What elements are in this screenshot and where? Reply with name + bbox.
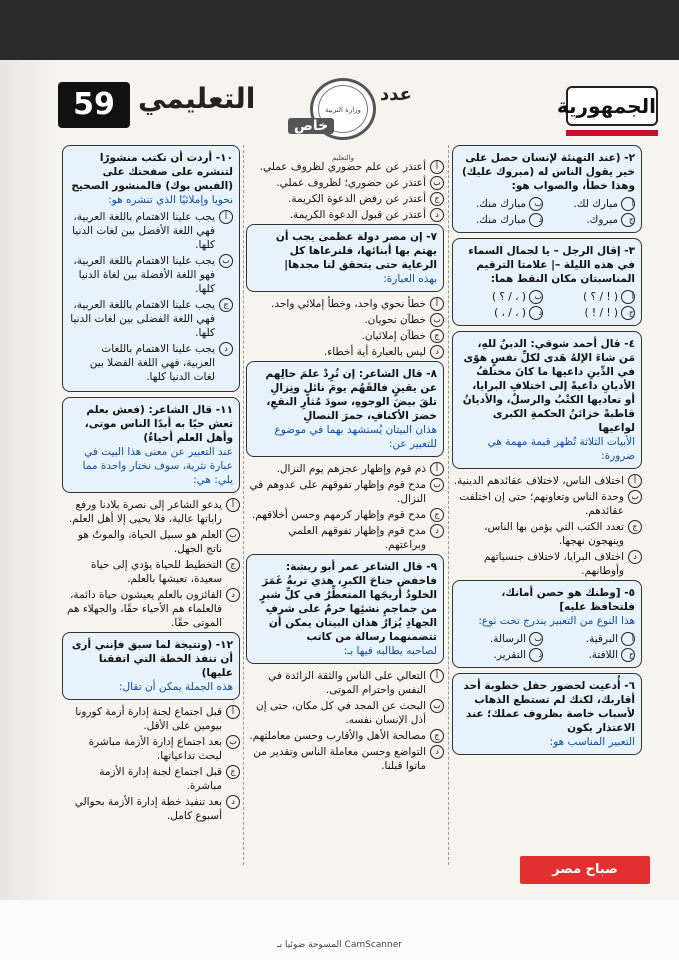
option-number-icon: د: [430, 208, 444, 222]
question-box: [452, 580, 642, 668]
option-number-icon: ب: [430, 313, 444, 327]
answer-option[interactable]: [62, 765, 240, 793]
option-text: يدعو الشاعر إلى نصرة بلادنا ورفع راياتها عالية، فلا يحيى إلا أهل العلم.: [68, 499, 222, 525]
option-text: التقرير.: [493, 649, 526, 661]
answer-options: [459, 290, 635, 320]
option-text: قبل اجتماع لجنة إدارة أزمة كورونا بيومين على الأقل.: [75, 706, 222, 732]
answer-options: [459, 632, 635, 662]
answer-option[interactable]: [62, 705, 240, 733]
answer-option[interactable]: [551, 632, 635, 646]
option-text: خطآن إملائيان.: [361, 330, 426, 342]
option-number-icon: ب: [219, 254, 233, 268]
footer-brand-logo: صباح مصر: [520, 856, 650, 884]
answer-options: [459, 197, 635, 227]
question-text: ٤- قال أحمد شوقي: الدينُ للهِ، مَن شاءَ الإلهُ هَدى لكلِّ نفسٍ هوًى في الدِّينِ داعيها ما كانَ مختلفُ الأديانِ داعيةً إلى اختلافِ البرايا، أو تعاديها الكتْبُ والرسلُ، والأديانُ قاطبةً خزائنُ الحكمةِ الكبرى لواعيها: [462, 338, 635, 434]
option-text: اختلاف الناس، لاختلاف عقائدهم الدينية.: [453, 475, 624, 487]
option-number-icon: ج: [628, 520, 642, 534]
option-number-icon: ج: [430, 329, 444, 343]
option-text: مصالحة الأهل والأقارب وحسن معاملتهم.: [249, 730, 426, 742]
column-left: [62, 145, 240, 865]
answer-options: [246, 462, 444, 552]
option-number-icon: أ: [430, 160, 444, 174]
option-number-icon: ج: [621, 648, 635, 662]
page-header: [58, 78, 658, 162]
answer-option[interactable]: [246, 669, 444, 697]
answer-option[interactable]: [62, 795, 240, 823]
question-text: ١١- قال الشاعر: (فعش بعلم تعش حيًا به أبدًا الناس موتى، وأهل العلم أحياءُ): [84, 404, 233, 444]
answer-option[interactable]: [246, 313, 444, 327]
option-text: اختلاف البرايا، لاختلاف جنسياتهم وأوطانهم.: [483, 551, 624, 577]
answer-option[interactable]: [551, 197, 635, 211]
answer-option[interactable]: [452, 474, 642, 488]
option-number-icon: د: [628, 550, 642, 564]
logo-accent-bar: [566, 130, 658, 136]
answer-option[interactable]: [62, 588, 240, 630]
answer-option[interactable]: [551, 306, 635, 320]
option-number-icon: ج: [430, 508, 444, 522]
option-number-icon: ج: [430, 192, 444, 206]
answer-options: [69, 210, 233, 384]
option-number-icon: أ: [621, 197, 635, 211]
option-number-icon: ب: [529, 197, 543, 211]
answer-option[interactable]: [452, 490, 642, 518]
answer-option[interactable]: [69, 210, 233, 252]
scanner-label: المسوحة ضوئيا بـ CamScanner: [277, 940, 402, 950]
column-divider: [243, 145, 244, 865]
option-text: العلم هو سبيل الحياة، والموتُ هو ناتج الجهل.: [77, 529, 222, 555]
question-text: ٨- قال الشاعر: إن تُرِدْ علمَ حالِهم عن يقينٍ فالقَهُم يومَ نائلٍ ونِزالِ تلقَ بيضَ الوجوهِ، سودَ مُثارِ النقعِ، خضرَ الأكنافِ، حمرَ النصالِ: [265, 368, 437, 422]
question-text: ١٠- أردت أن تكتب منشورًا لتنشره على صفحتك على (الفيس بوك) فالمنشور الصحيح: [71, 152, 233, 192]
question-box: [452, 331, 642, 469]
answer-option[interactable]: [246, 176, 444, 190]
question-prompt: هذا النوع من التعبير يندرج تحت نوع:: [478, 615, 635, 627]
option-number-icon: أ: [226, 705, 240, 719]
answer-options: [62, 498, 240, 630]
option-number-icon: د: [430, 524, 444, 538]
option-text: الفائزون بالعلم يعيشون حياة دائمة، فالعلماء هم الأحياء حقًا، والجهلاء هم الموتى حقًا.: [66, 589, 222, 629]
option-text: ( ! / ؟ ): [583, 291, 618, 303]
option-number-icon: د: [529, 306, 543, 320]
question-prompt: عند التعبير عن معنى هذا البيت في عبارة نثرية، سوف نختار واحدة مما يلي: هي:: [82, 446, 233, 486]
question-text: ٥- [وطنك هو حصن أمانك، فلتحافظ عليه]: [501, 587, 635, 613]
option-text: يجب علينا الاهتمام باللغة العربية، فهي اللغة الأفضل بين لغات الدنيا كلها.: [72, 211, 215, 251]
answer-option[interactable]: [246, 478, 444, 506]
option-text: مبارك لك.: [573, 198, 618, 210]
option-number-icon: ج: [430, 729, 444, 743]
answer-option[interactable]: [246, 729, 444, 743]
column-right: [452, 145, 642, 865]
question-text: ٧- إن مصر دولة عظمى يجب أن يهتم بها أبنائها، فلنرعاها كل الرعاية حتى يتحقق لنا مجدها|: [275, 231, 437, 271]
option-text: التعالي على الناس والثقة الزائدة في النفس واحترام الموتى.: [268, 670, 426, 696]
option-text: ( ، / ، ): [494, 307, 526, 319]
question-prompt: هذان البيتان يُستشهد بهما في موضوع للتعبير عن:: [274, 424, 437, 450]
scanner-bar: [0, 900, 679, 960]
option-number-icon: أ: [430, 297, 444, 311]
answer-options: [452, 474, 642, 578]
option-number-icon: د: [430, 345, 444, 359]
option-text: الرسالة.: [489, 633, 526, 645]
option-number-icon: د: [430, 745, 444, 759]
option-number-icon: ب: [529, 290, 543, 304]
issue-label: عدد: [380, 84, 412, 105]
issue-number: 59: [58, 82, 130, 128]
answer-option[interactable]: [246, 745, 444, 773]
question-box: [246, 224, 444, 292]
answer-option[interactable]: [69, 342, 233, 384]
option-text: مدح قوم وإظهار تفوقهم العلمي وبراعتهم.: [288, 525, 426, 551]
option-number-icon: أ: [430, 669, 444, 683]
option-text: خطأ نحوي واحد، وخطأ إملائي واحد.: [271, 298, 426, 310]
option-text: البحث عن المجد في كل مكان، حتى إن أذل الإنسان نفسه.: [256, 700, 426, 726]
question-box: [452, 238, 642, 326]
answer-option[interactable]: [246, 160, 444, 174]
option-number-icon: ج: [621, 306, 635, 320]
option-text: بعد تنفيذ خطة إدارة الأزمة بحوالي أسبوع كامل.: [74, 796, 222, 822]
answer-option[interactable]: [246, 208, 444, 222]
option-number-icon: ب: [430, 478, 444, 492]
answer-option[interactable]: [459, 290, 543, 304]
answer-option[interactable]: [246, 345, 444, 359]
option-text: يجب علينا الاهتمام باللغات العربية، فهي اللغة الفضلا بين لغات الدنيا كلها.: [89, 343, 215, 383]
answer-option[interactable]: [459, 632, 543, 646]
answer-option[interactable]: [62, 498, 240, 526]
answer-option[interactable]: [459, 197, 543, 211]
option-text: خطآن نحويان.: [364, 314, 426, 326]
page-spine: [0, 60, 58, 900]
option-text: أعتذر عن قبول الدعوة الكريمة.: [289, 209, 426, 221]
answer-option[interactable]: [246, 192, 444, 206]
option-text: مبروك.: [586, 214, 618, 226]
option-number-icon: ب: [226, 528, 240, 542]
option-text: ( ! / ! ): [584, 307, 618, 319]
option-text: ذم قوم وإظهار عجزهم يوم النزال.: [276, 463, 426, 475]
option-number-icon: أ: [219, 210, 233, 224]
option-number-icon: د: [529, 648, 543, 662]
answer-option[interactable]: [62, 558, 240, 586]
option-number-icon: أ: [628, 474, 642, 488]
option-text: قبل اجتماع لجنة إدارة الأزمة مباشرة.: [99, 766, 222, 792]
column-divider: [448, 145, 449, 865]
option-text: مدح قوم وإظهار تفوقهم على عدوهم في النزال.: [249, 479, 426, 505]
option-text: أعتذر عن علم حضوري لظروف عملي.: [259, 161, 426, 173]
option-text: مدح قوم وإظهار كرمهم وحسن أخلاقهم.: [251, 509, 426, 521]
option-number-icon: د: [529, 213, 543, 227]
option-text: بعد اجتماع إدارة الأزمة مباشرة لبحث تداعياتها.: [88, 736, 222, 762]
answer-option[interactable]: [246, 524, 444, 552]
answer-option[interactable]: [246, 508, 444, 522]
section-title: التعليمي: [138, 82, 256, 115]
option-number-icon: ب: [430, 699, 444, 713]
option-number-icon: ج: [226, 558, 240, 572]
column-middle: [246, 145, 444, 865]
answer-option[interactable]: [551, 290, 635, 304]
option-number-icon: ج: [226, 765, 240, 779]
answer-options: [62, 705, 240, 823]
answer-option[interactable]: [452, 520, 642, 548]
question-prompt: التعبير المناسب هو:: [549, 736, 635, 748]
question-text: ٣- إقال الرجل – يا لجمال السماء في هذه الليلة –| علامتا الترقيم المناسبتان مكان النقط هما:: [468, 245, 635, 285]
question-box: [62, 145, 240, 392]
answer-option[interactable]: [452, 550, 642, 578]
option-number-icon: ج: [621, 213, 635, 227]
option-text: مبارك منك.: [475, 214, 526, 226]
question-prompt: بهذه العبارة:: [383, 273, 437, 285]
option-number-icon: ج: [219, 298, 233, 312]
question-box: [452, 673, 642, 755]
answer-option[interactable]: [551, 648, 635, 662]
answer-options: [246, 297, 444, 359]
question-text: ٩- قال الشاعر عمر أبو ريشة: فاخفض جناحَ الكبرِ، هذي تربةُ غَمَرَ الخلودُ أريجَها المتعطِّرُ في كلِّ شبرٍ من جماجمِ نشئِها حرمٌ على شرفِ الجهادِ يُزارُ هذان البيتان يمكن أن تتضمنهما رسالة من كاتب: [259, 561, 437, 643]
option-number-icon: ب: [226, 735, 240, 749]
answer-option[interactable]: [246, 462, 444, 476]
answer-options: [246, 669, 444, 773]
answer-option[interactable]: [62, 528, 240, 556]
question-prompt: نحويا وإملائيًا الذي تنشره هو:: [108, 194, 233, 206]
question-text: ١٢- (وتتيجة لما سبق فإنني أرى أن تنفذ الخطة التي اتفقنا عليها): [71, 639, 233, 679]
answer-option[interactable]: [69, 298, 233, 340]
answer-option[interactable]: [459, 648, 543, 662]
answer-option[interactable]: [62, 735, 240, 763]
answer-option[interactable]: [459, 306, 543, 320]
seal-text: وزارة التربية والتعليم: [318, 85, 368, 133]
option-text: مبارك منك.: [475, 198, 526, 210]
answer-option[interactable]: [246, 329, 444, 343]
answer-option[interactable]: [69, 254, 233, 296]
question-box: [246, 361, 444, 457]
question-box: [62, 632, 240, 700]
question-box: [452, 145, 642, 233]
special-badge: خاص: [288, 118, 334, 134]
option-number-icon: ب: [628, 490, 642, 504]
option-text: البرقية.: [585, 633, 618, 645]
option-number-icon: ب: [430, 176, 444, 190]
question-box: [246, 145, 444, 155]
question-box: [62, 397, 240, 493]
option-number-icon: أ: [621, 290, 635, 304]
option-text: تعدد الكتب التي يؤمن بها الناس، وينهجون نهجها.: [484, 521, 624, 547]
option-number-icon: ب: [529, 632, 543, 646]
option-text: وحدة الناس وتعاونهم؛ حتى إن اختلفت عقائدهم.: [459, 491, 624, 517]
option-number-icon: د: [219, 342, 233, 356]
answer-option[interactable]: [459, 213, 543, 227]
option-text: يجب علينا الاهتمام باللغة العربية، فهو اللغة الأفضلة بين لغاة الدنيا كلها.: [73, 255, 215, 295]
option-number-icon: د: [226, 588, 240, 602]
option-text: أعتذر عن رفض الدعوة الكريمة.: [288, 193, 426, 205]
option-text: أعتذر عن حضوري؛ لظروف عملي.: [276, 177, 426, 189]
question-prompt: هذه الجملة يمكن أن تقال:: [119, 681, 233, 693]
option-number-icon: أ: [226, 498, 240, 512]
option-text: ( ، / ؟ ): [491, 291, 526, 303]
question-text: ٦- أُدعيت لحضور حفل خطوبة أحد أقاربك، لكنك لم تستطع الذهاب لأسباب خاصة بظروف عملك؛ عند الاعتذار يكون: [463, 680, 635, 734]
question-text: ٢- (عند التهنئة لإنسان حصل على خير يقول الناس له (مبروك عليك) وهذا خطأ، والصواب هو:: [461, 152, 635, 192]
option-text: ليس بالعبارة أية أخطاء.: [323, 346, 426, 358]
newspaper-logo: الجمهورية: [566, 86, 658, 126]
question-prompt: لصاحبه يطالبه فيها بـ:: [343, 645, 437, 657]
option-text: التواضع وحسن معاملة الناس وتقدير من ماتوا قبلنا.: [253, 746, 426, 772]
option-number-icon: أ: [430, 462, 444, 476]
answer-options: [246, 160, 444, 222]
answer-option[interactable]: [246, 699, 444, 727]
option-text: اللافتة.: [588, 649, 618, 661]
option-text: يجب علينا الاهتمام باللغة العربية، فهي اللغة الفضلى بين لغات الدنيا كلها.: [70, 299, 215, 339]
question-prompt: الأبيات الثلاثة تُظهر قيمة مهمة هي ضرورة:: [487, 436, 635, 462]
option-number-icon: د: [226, 795, 240, 809]
answer-option[interactable]: [551, 213, 635, 227]
option-text: التخطيط للحياة يؤدي إلى حياة سعيدة، تعيشها بالعلم.: [91, 559, 222, 585]
option-number-icon: أ: [621, 632, 635, 646]
question-box: [246, 554, 444, 664]
answer-option[interactable]: [246, 297, 444, 311]
